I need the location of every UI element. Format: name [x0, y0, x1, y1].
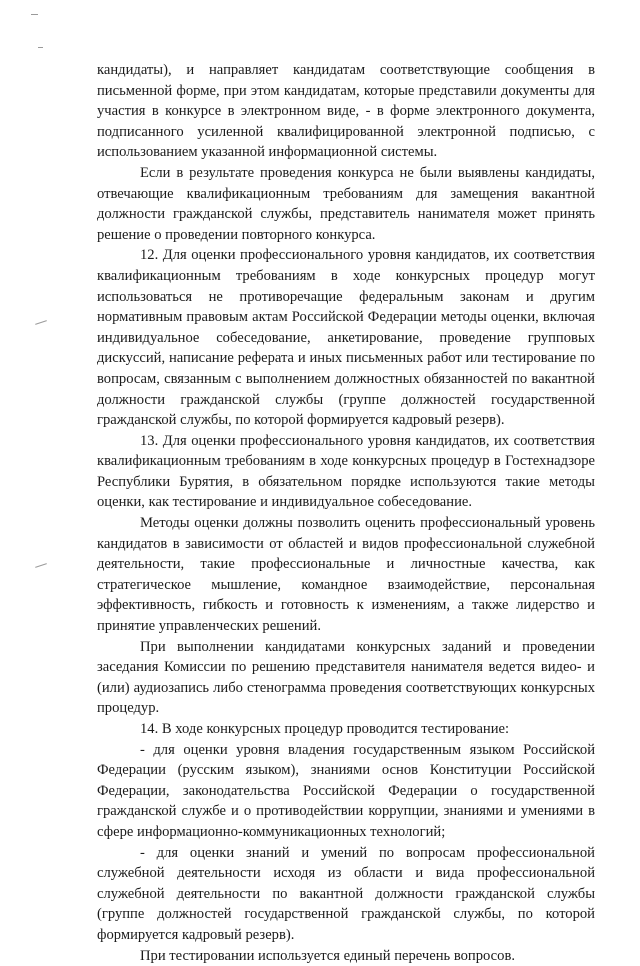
scan-margin-mark [35, 563, 47, 568]
scan-margin-mark [35, 320, 47, 325]
paragraph-evaluation-methods: Методы оценки должны позволить оценить профессиональный уровень кандидатов в зависимости от областей и видов профессиональной служебной деятельности, такие профессиональные и личностные качества, как стратегическое мышление, командное взаимодействие, персональная эффективность, гибкость и готовность к изменениям, а также лидерство и принятие управленческих решений. [97, 515, 595, 635]
paragraph-question-list: При тестировании используется единый перечень вопросов. [140, 947, 515, 964]
scan-margin-mark [38, 47, 43, 48]
paragraph-test-language: - для оценки уровня владения государственным языком Российской Федерации (русским языком), знаниями основ Конституции Российской Федерации, законодательства Российской Федерации о государственной гражданской службе и о противодействии коррупции, знаниями и умениями в сфере информационно-коммуникационных технологий; [97, 741, 595, 840]
paragraph-item-13: 13. Для оценки профессионального уровня кандидатов, их соответствия квалификационным требованиям в ходе конкурсных процедур в Гостехнадзоре Республики Бурятия, в обязательном порядке используются такие методы оценки, как тестирование и индивидуальное собеседование. [97, 432, 595, 511]
paragraph-item-12: 12. Для оценки профессионального уровня кандидатов, их соответствия квалификационным требованиям в ходе конкурсных процедур могут использоваться не противоречащие федеральным законам и другим нормативным правовым актам Российской Федерации методы оценки, включая индивидуальное собеседование, анкетирование, проведение групповых дискуссий, написание реферата и иных письменных работ или тестирование по вопросам, связанным с выполнением должностных обязанностей по вакантной должности гражданской службы (группе должностей государственной гражданской службы, по которой формируется кадровый резерв). [97, 247, 595, 429]
paragraph-test-professional: - для оценки знаний и умений по вопросам профессиональной служебной деятельности исходя из области и вида профессиональной служебной деятельности по вакантной должности гражданской службы (группе должностей государственной гражданской службы, по которой формируется кадровый резерв). [97, 844, 595, 943]
paragraph-repeat-contest: Если в результате проведения конкурса не были выявлены кандидаты, отвечающие квалификационным требованиям для замещения вакантной должности гражданской службы, представитель нанимателя может принять решение о проведении повторного конкурса. [97, 164, 595, 243]
paragraph-item-14: 14. В ходе конкурсных процедур проводится тестирование: [140, 721, 510, 737]
paragraph-intro: кандидаты), и направляет кандидатам соответствующие сообщения в письменной форме, при этом кандидатам, которые представили документы для участия в конкурсе в электронном виде, - в форме электронного документа, подписанного усиленной квалифицированной электронной подписью, с использованием указанной информационной системы. [97, 62, 595, 161]
paragraph-recording: При выполнении кандидатами конкурсных заданий и проведении заседания Комиссии по решению представителя нанимателя ведется видео- и (или) аудиозапись либо стенограмма проведения соответствующих конкурсных процедур. [97, 638, 595, 717]
scan-margin-mark [31, 14, 38, 15]
document-page [97, 60, 595, 966]
